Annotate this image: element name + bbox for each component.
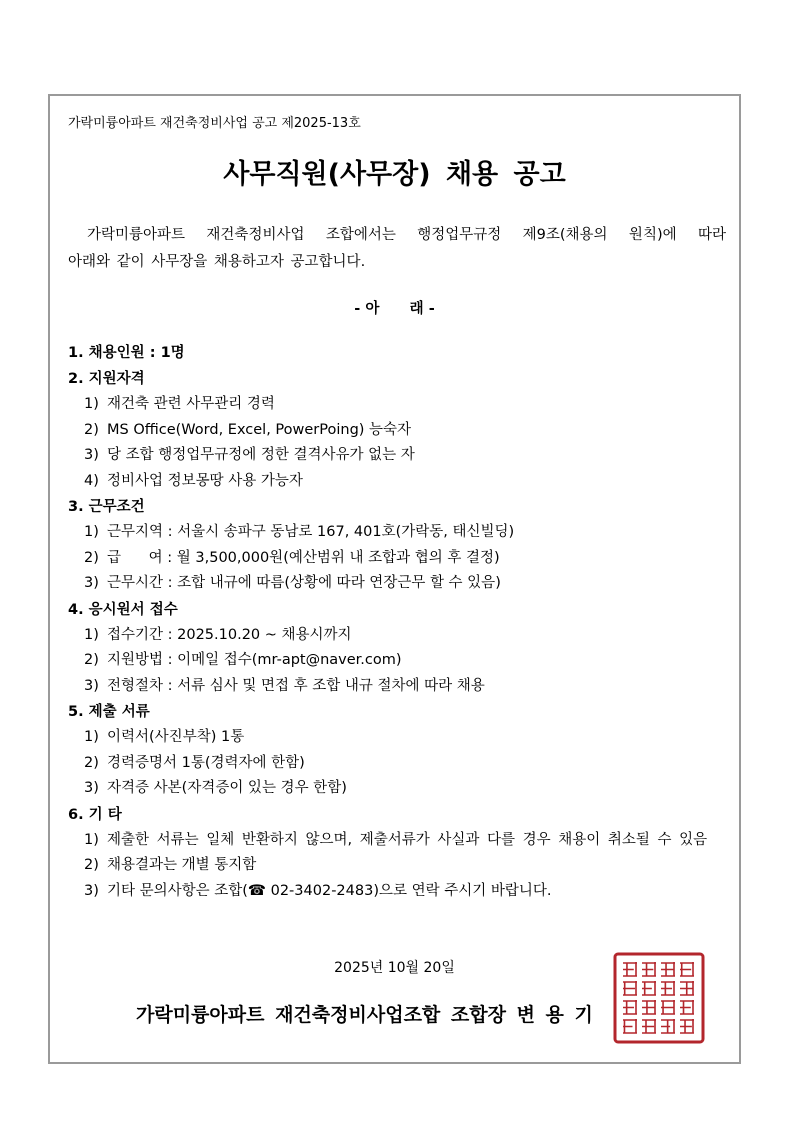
item-number: 3) (84, 780, 99, 796)
seal-glyph (661, 1000, 675, 1014)
item-number: 3) (84, 677, 99, 694)
section-heading: 3. 근무조건 (68, 499, 145, 515)
item-text: 이력서(사진부착) 1통 (107, 729, 245, 745)
page-title: 사무직원(사무장) 채용 공고 (223, 159, 566, 190)
item-number: 1) (84, 626, 99, 643)
item-number: 2) (84, 754, 99, 771)
item-number: 1) (84, 524, 99, 540)
item-text: 기타 문의사항은 조합(☎ 02-3402-2483)으로 연락 주시기 바랍니다. (107, 882, 552, 899)
notice-number: 가락미륭아파트 재건축정비사업 공고 제2025-13호 (68, 116, 361, 131)
list-item (68, 571, 728, 597)
seal-glyph (680, 981, 694, 995)
item-text: 근무지역 : 서울시 송파구 동남로 167, 401호(가락동, 태신빌딩) (107, 524, 515, 540)
item-number: 2) (84, 421, 99, 438)
seal-glyph (680, 1000, 694, 1014)
seal-glyph (642, 1000, 656, 1014)
item-text: 정비사업 정보몽땅 사용 가능자 (107, 472, 303, 489)
item-text: 지원방법 : 이메일 접수(mr-apt@naver.com) (107, 652, 402, 668)
item-number: 1) (84, 729, 99, 745)
intro-line-2: 아래와 같이 사무장을 채용하고자 공고합니다. (68, 254, 366, 270)
seal-glyph (623, 981, 637, 995)
notice-date: 2025년 10월 20일 (334, 960, 455, 976)
below-label: - 아 래 - (354, 301, 435, 317)
seal-glyph (642, 981, 656, 995)
list-item (68, 751, 728, 777)
seal-glyph (680, 1019, 694, 1033)
item-number: 3) (84, 882, 99, 899)
item-text: 경력증명서 1통(경력자에 한함) (107, 754, 305, 771)
section-headcount (68, 340, 728, 366)
intro-paragraph (68, 222, 726, 276)
section-application (68, 597, 728, 700)
item-text: 제출한 서류는 일체 반환하지 않으며, 제출서류가 사실과 다를 경우 채용이 취소될 수 있음 (107, 831, 708, 848)
seal-glyph (642, 962, 656, 976)
item-number: 3) (84, 447, 99, 463)
section-heading: 4. 응시원서 접수 (68, 601, 178, 618)
section-heading: 1. 채용인원 : 1명 (68, 345, 185, 361)
list-item (68, 392, 728, 418)
item-text: 당 조합 행정업무규정에 정한 결격사유가 없는 자 (107, 447, 415, 463)
item-text: 재건축 관련 사무관리 경력 (107, 396, 275, 412)
seal-carved-glyphs (623, 962, 694, 1033)
list-item (68, 520, 728, 546)
section-heading: 6. 기 타 (68, 806, 122, 823)
seal-glyph (661, 962, 675, 976)
list-item (68, 443, 728, 469)
list-item (68, 674, 728, 700)
signer-line: 가락미륭아파트 재건축정비사업조합 조합장 변 용 기 (136, 1004, 593, 1026)
item-number: 3) (84, 575, 99, 591)
item-number: 4) (84, 472, 99, 489)
seal-glyph (680, 962, 694, 976)
section-documents (68, 699, 728, 802)
item-number: 1) (84, 396, 99, 412)
seal-glyph (642, 1019, 656, 1033)
list-item (68, 418, 728, 444)
item-text: 근무시간 : 조합 내규에 따름(상황에 따라 연장근무 할 수 있음) (107, 575, 501, 591)
list-item (68, 725, 728, 751)
item-text: MS Office(Word, Excel, PowerPoing) 능숙자 (107, 421, 412, 438)
item-text: 접수기간 : 2025.10.20 ~ 채용시까지 (107, 626, 352, 643)
section-other (68, 802, 728, 905)
item-text: 자격증 사본(자격증이 있는 경우 한함) (107, 780, 347, 796)
list-item (68, 469, 728, 495)
list-item (68, 828, 728, 854)
list-item (68, 853, 728, 879)
section-heading: 5. 제출 서류 (68, 704, 150, 720)
section-heading: 2. 지원자격 (68, 371, 145, 387)
item-text: 채용결과는 개별 통지함 (107, 857, 257, 873)
item-number: 2) (84, 549, 99, 566)
section-work-conditions (68, 494, 728, 597)
intro-line-1: 가락미륭아파트 재건축정비사업 조합에서는 행정업무규정 제9조(채용의 원칙)에 따라 (87, 227, 726, 243)
section-qualifications (68, 366, 728, 494)
list-item (68, 623, 728, 649)
seal-glyph (661, 981, 675, 995)
list-item (68, 546, 728, 572)
item-text: 전형절차 : 서류 심사 및 면접 후 조합 내규 절차에 따라 채용 (107, 677, 485, 694)
official-seal-stamp (612, 951, 706, 1045)
seal-glyph (623, 1000, 637, 1014)
item-number: 2) (84, 857, 99, 873)
item-number: 1) (84, 831, 99, 848)
seal-glyph (661, 1019, 675, 1033)
notice-body (68, 340, 728, 904)
list-item (68, 879, 728, 905)
list-item (68, 648, 728, 674)
list-item (68, 776, 728, 802)
seal-border (615, 954, 703, 1042)
seal-glyph (623, 1019, 637, 1033)
item-number: 2) (84, 652, 99, 668)
seal-glyph (623, 962, 637, 976)
item-text: 급 여 : 월 3,500,000원(예산범위 내 조합과 협의 후 결정) (107, 549, 500, 566)
